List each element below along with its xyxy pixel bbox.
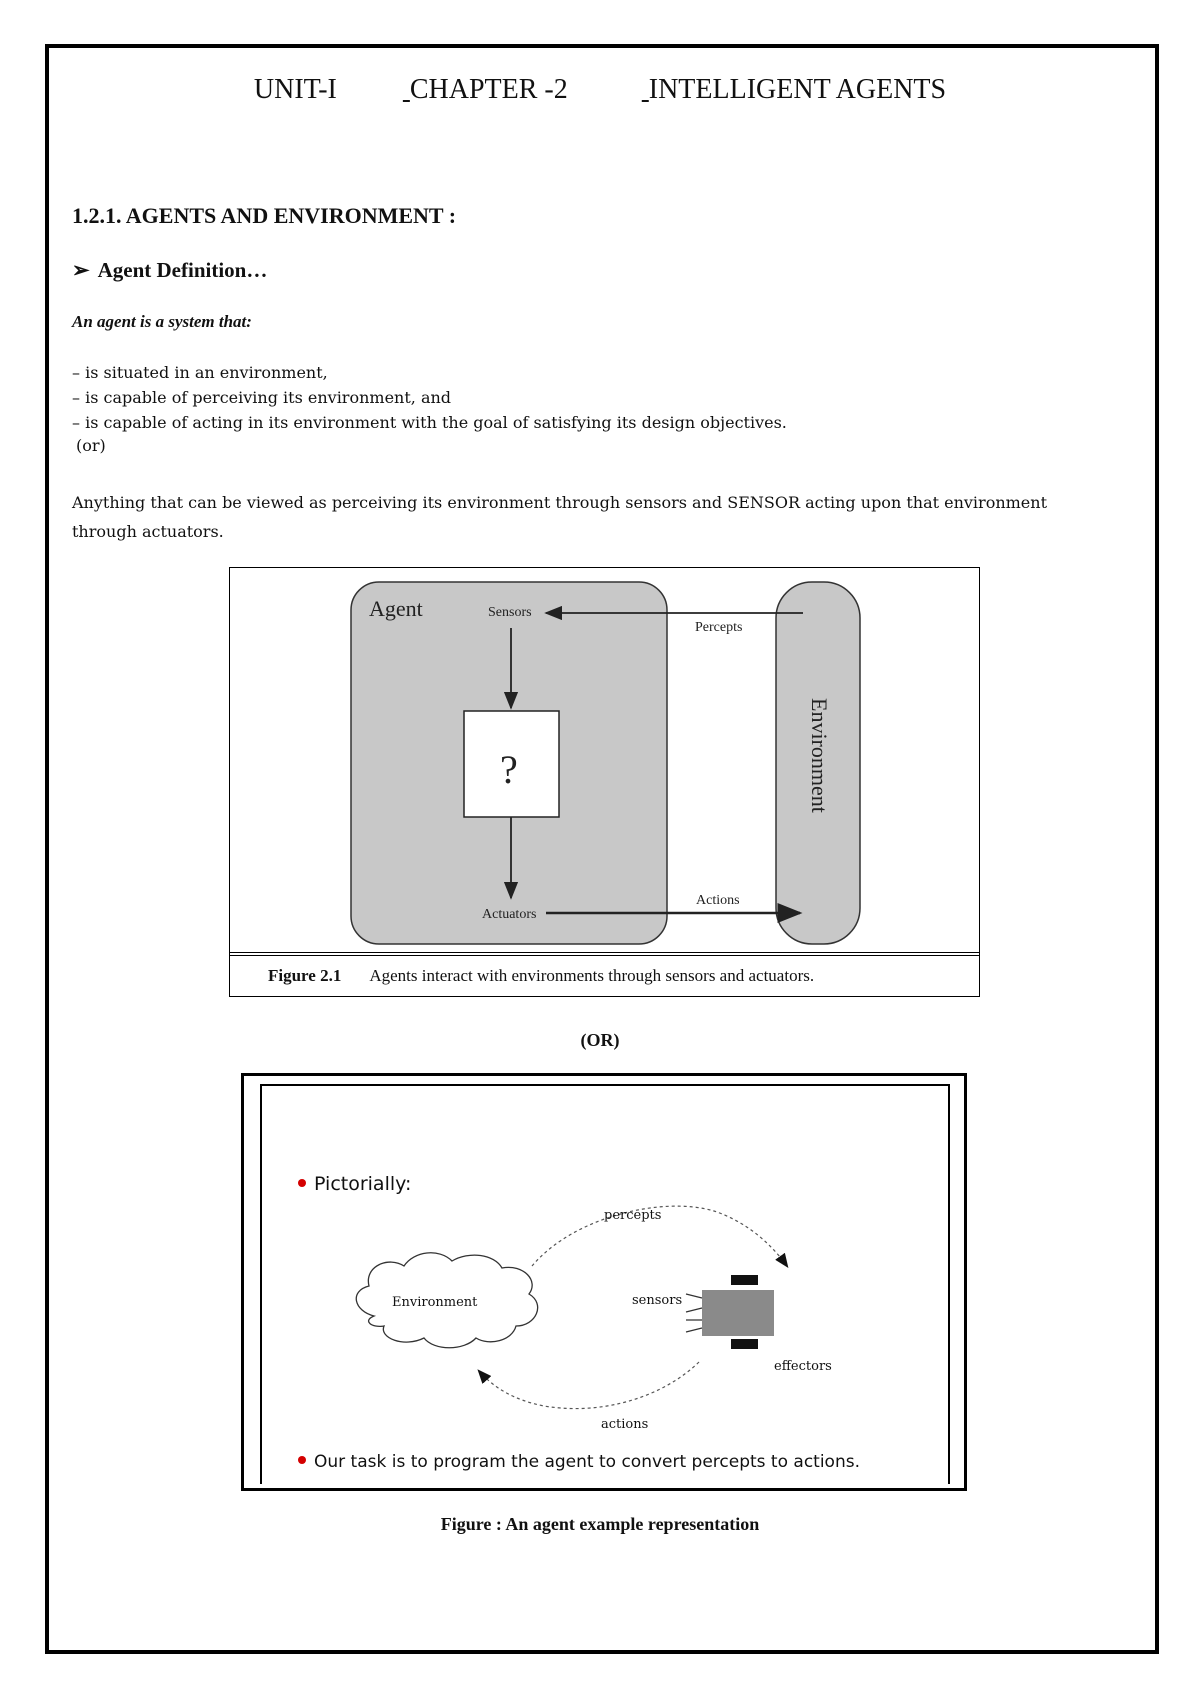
agent-label: Agent [369,596,423,621]
figure1-caption-number: Figure 2.1 [268,966,342,985]
question-label: ? [500,747,518,792]
figure-agent-example [241,1073,967,1491]
list-item: – is capable of acting in its environment with the goal of satisfying its design objectives. [72,413,787,432]
definition-heading-text: Agent Definition… [97,258,268,282]
figure2-caption: Figure : An agent example representation [440,1514,760,1534]
actions-label: actions [601,1417,649,1432]
page-title [0,74,1200,106]
sensors-label: Sensors [488,605,532,620]
section-heading: 1.2.1. AGENTS AND ENVIRONMENT : [72,203,457,228]
or-separator: (OR) [580,1030,620,1050]
environment-label: Environment [392,1295,478,1310]
arrow-bullet-icon: ➢ [72,258,90,282]
definition-heading [72,258,267,283]
definition-list [72,360,787,435]
figure1-caption-text: Agents interact with environments through sensors and actuators. [369,966,815,985]
definition-intro: An agent is a system that: [72,312,252,331]
definition-paragraph: Anything that can be viewed as perceiving its environment through sensors and SENSOR acting upon that environment through actuators. [72,493,1048,541]
figure1-separator [230,952,979,956]
actions-arc [479,1362,699,1409]
actions-label: Actions [696,893,740,908]
chapter-label: CHAPTER -2 [409,74,568,105]
chapter-title: INTELLIGENT AGENTS [648,74,947,105]
figure2-diagram [244,1076,964,1488]
or-text: (or) [76,436,106,455]
pictorially-label: Pictorially: [314,1173,412,1195]
list-item: – is situated in an environment, [72,363,328,382]
bullet-dot-icon [298,1179,306,1187]
figure1-caption [268,966,814,986]
unit-label: UNIT-I [253,74,337,105]
actuators-label: Actuators [482,907,537,922]
robot-body [702,1290,774,1336]
figure-agent-environment [229,567,980,997]
bullet-dot-icon [298,1456,306,1464]
environment-label: Environment [807,698,832,813]
percepts-label: Percepts [695,620,743,635]
task-text: Our task is to program the agent to convert percepts to actions. [314,1452,860,1472]
list-item: – is capable of perceiving its environment, and [72,388,452,407]
effectors-label: effectors [774,1359,832,1374]
percepts-label: percepts [604,1208,662,1223]
robot-wheel-bottom [731,1339,758,1349]
robot-wheel-top [731,1275,758,1285]
figure1-diagram [230,568,981,952]
robot-sensors-icon [686,1294,702,1332]
sensors-label: sensors [632,1293,683,1308]
